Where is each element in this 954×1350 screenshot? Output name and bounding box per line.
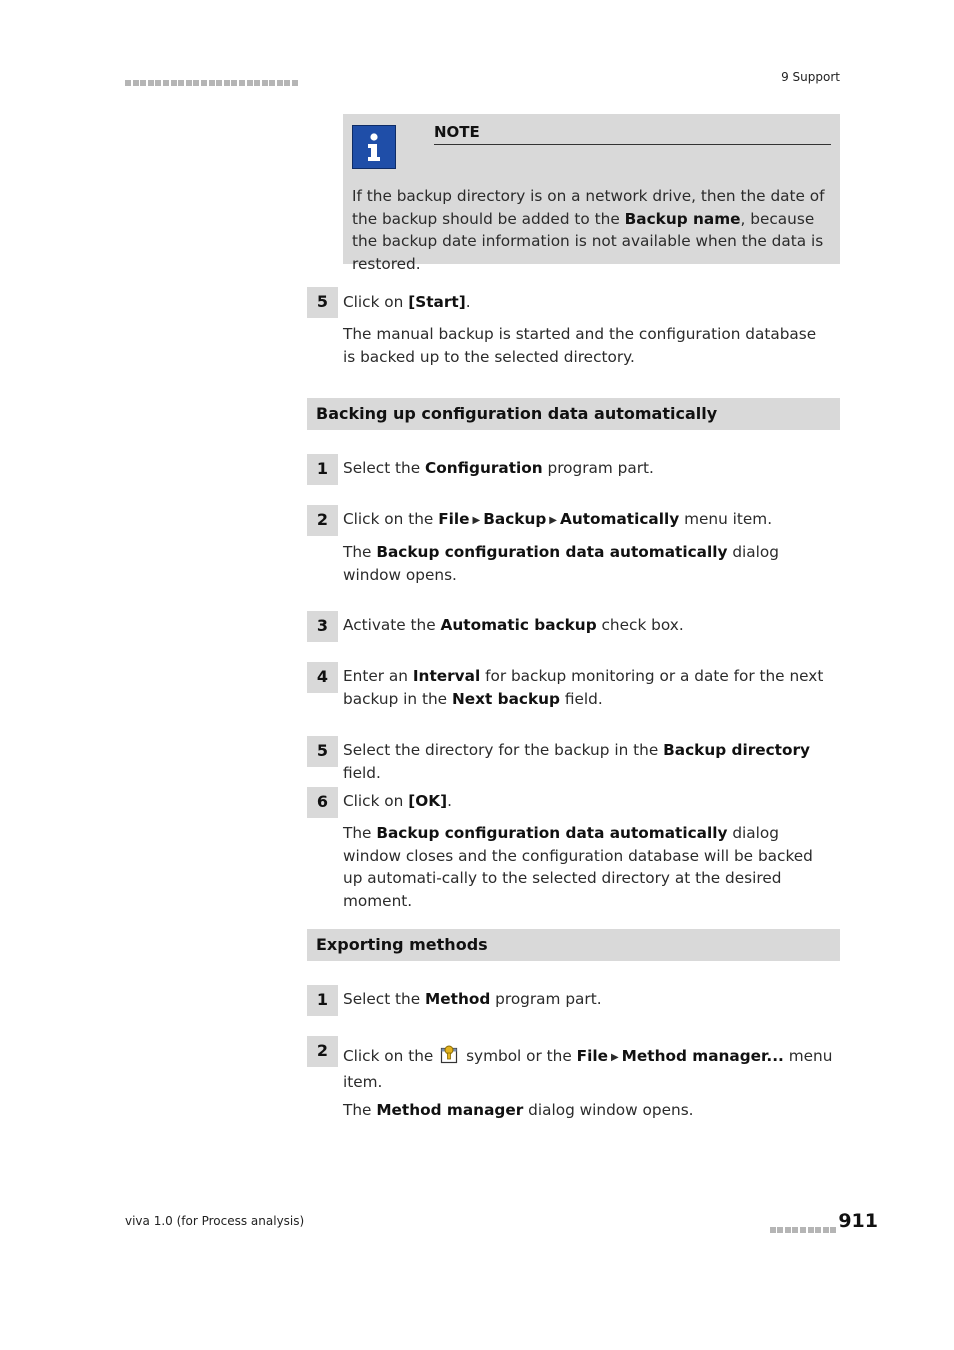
step-number: 2 <box>307 505 338 536</box>
step-number: 2 <box>307 1036 338 1067</box>
method-manager-icon <box>440 1045 459 1064</box>
step-instruction: Click on the symbol or the File ▶ Method manager... menu item. <box>343 1047 833 1091</box>
step-number: 1 <box>307 985 338 1016</box>
step-result: The manual backup is started and the configuration database is backed up to the selected directory. <box>343 325 817 366</box>
step-result: The Backup configuration data automatically dialog window opens. <box>343 543 779 584</box>
note-box <box>343 114 840 273</box>
step-result: The Method manager dialog window opens. <box>343 1101 694 1119</box>
section-heading-exporting-methods: Exporting methods <box>307 929 840 961</box>
step-instruction: Enter an Interval for backup monitoring or a date for the next backup in the Next backup field. <box>343 667 824 708</box>
step-number: 5 <box>307 736 338 767</box>
step-instruction: Click on [OK]. <box>343 792 452 810</box>
step-number: 5 <box>307 287 338 318</box>
section-heading-automatic-backup: Backing up configuration data automatically <box>307 398 840 430</box>
step-instruction: Select the directory for the backup in the Backup directory field. <box>343 741 811 782</box>
step-number: 3 <box>307 611 338 642</box>
page-number: 911 <box>838 1210 878 1232</box>
header-decoration <box>125 71 307 80</box>
step-number: 4 <box>307 662 338 693</box>
step-number: 1 <box>307 454 338 485</box>
step-instruction: Click on [Start]. <box>343 293 471 311</box>
note-body: If the backup directory is on a network drive, then the date of the backup should be added to the Backup name, because the backup date information is not available when the data is restored. <box>352 187 825 273</box>
footer-document-title: viva 1.0 (for Process analysis) <box>125 1214 305 1228</box>
step-instruction: Select the Method program part. <box>343 990 602 1008</box>
step-result: The Backup configuration data automatically dialog window closes and the configuration database will be backed up automati-cally to the selected directory at the desired moment. <box>343 824 813 910</box>
step-instruction: Select the Configuration program part. <box>343 459 654 477</box>
step-number: 6 <box>307 787 338 818</box>
step-instruction: Click on the File ▶ Backup ▶ Automatically menu item. <box>343 510 773 528</box>
step-instruction: Activate the Automatic backup check box. <box>343 616 684 634</box>
chapter-title: 9 Support <box>781 70 840 84</box>
note-title: NOTE <box>434 123 831 145</box>
info-icon <box>352 125 396 169</box>
footer-decoration <box>770 1218 838 1237</box>
